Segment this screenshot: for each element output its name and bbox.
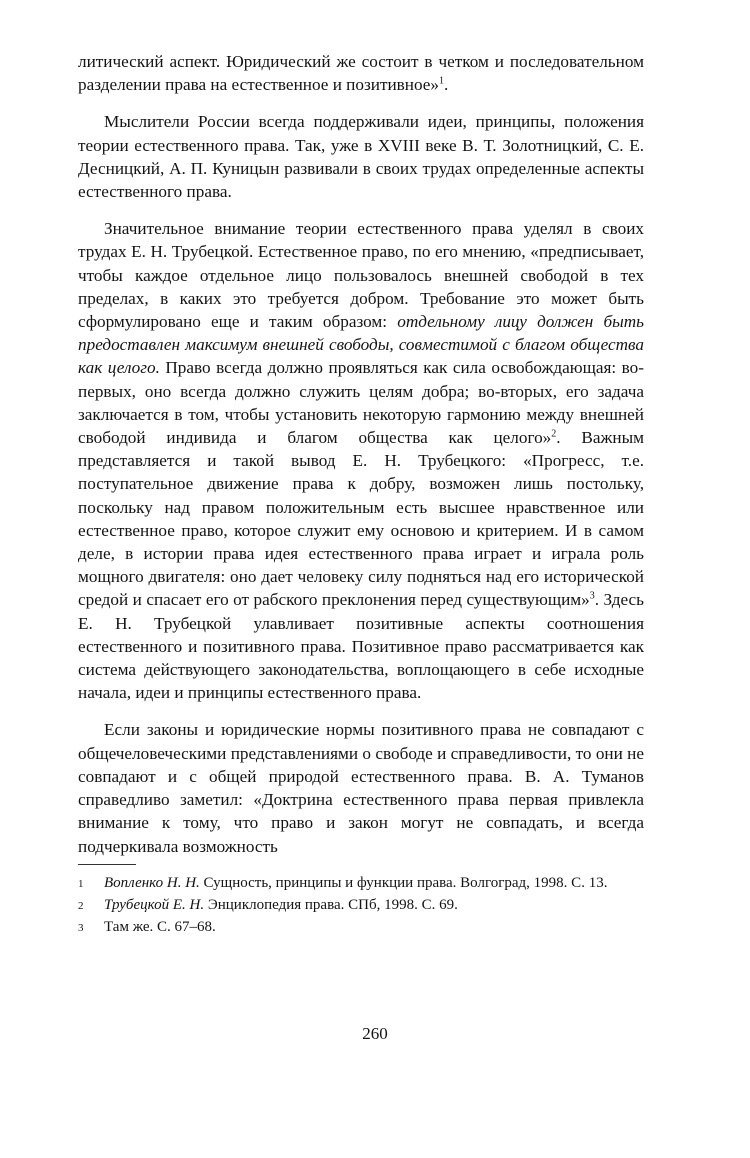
paragraph-gap: [78, 96, 644, 110]
text-run: литический аспект. Юридический же состоит в четком и последовательном разделении права на естественное и позитивное»: [78, 52, 644, 95]
text-run: Право всегда должно проявляться как сила освобождающая: во-первых, оно всегда должно служить целям добра; во-вторых, его задача заключается в том, чтобы установить некоторую гармонию между внешней свободой индивида и благом общества как целого»: [78, 358, 644, 448]
footnote-number: 1: [78, 877, 84, 890]
footnotes: [78, 873, 644, 939]
main-text: [78, 50, 644, 858]
footnote-text: [104, 873, 644, 895]
paragraph: [78, 50, 644, 96]
paragraph: [78, 718, 644, 857]
footnote-number: 3: [78, 921, 84, 934]
footnote-ref: 3: [589, 590, 595, 602]
paragraph-gap: [78, 704, 644, 718]
text-run: Мыслители России всегда поддерживали идеи, принципы, положения теории естественного права. Так, уже в XVIII веке В. Т. Золотницкий, С. Е. Десницкий, А. П. Куницын развивали в своих трудах определенные аспекты естественного права.: [78, 112, 644, 202]
footnote-author: Воnленко Н. Н.: [104, 874, 200, 891]
footnote-citation: Там же. С. 67–68.: [104, 918, 216, 935]
footnote-ref: 1: [439, 75, 445, 87]
footnote-number: 2: [78, 899, 84, 912]
text-run: . Важным представляется и такой вывод Е. Н. Трубецкого: «Прогресс, т.е. поступательное движение права к добру, возможен лишь постольку, поскольку над правом положительным есть высшее нравственное или естественное право, которое служит ему основою и критерием. И в самом деле, в истории права идея естественного права играет и играла роль мощного двигателя: оно дает человеку силу подняться над его исторической средой и спасает его от рабского преклонения перед существующим»: [78, 428, 645, 610]
footnote: [78, 895, 644, 917]
italic-emphasis: отдельному лицу должен быть предоставлен максимум внешней свободы, совместимой с благом общества как целого.: [78, 312, 644, 378]
footnote-text: [104, 917, 644, 939]
footnote-citation: Энциклопедия права. СПб, 1998. С. 69.: [204, 896, 458, 913]
page-body: [78, 50, 644, 939]
footnote-author: Трубецкой Е. Н.: [104, 896, 205, 913]
paragraph: [78, 110, 644, 203]
paragraph: [78, 217, 644, 704]
text-run: Значительное внимание теории естественного права уделял в своих трудах Е. Н. Трубецкой. Естественное право, по его мнению, «предписывает, чтобы каждое отдельное лицо пользовалось внешней свободой в тех пределах, в каких это требуется добром. Требование это может быть сформулировано еще и таким образом:: [78, 219, 644, 332]
footnote-citation: Сущность, принципы и функции права. Волгоград, 1998. С. 13.: [199, 874, 608, 891]
text-run: Если законы и юридические нормы позитивного права не совпадают с общечеловеческими представлениями о свободе и справедливости, то они не совпадают и с общей природой естественного права. В. А. Туманов справедливо заметил: «Доктрина естественного права первая привлекла внимание к тому, что право и закон могут не совпадать, и всегда подчеркивала возможность: [78, 720, 644, 856]
page-number: 260: [362, 1024, 388, 1043]
footnote-ref: 2: [551, 428, 557, 440]
footnote-text: [104, 895, 644, 917]
text-run: .: [444, 75, 449, 95]
footnote: [78, 917, 644, 939]
paragraph-gap: [78, 203, 644, 217]
footnote-divider: [78, 864, 136, 865]
text-run: . Здесь Е. Н. Трубецкой улавливает позитивные аспекты соотношения естественного и позитивного права. Позитивное право рассматривается как система действующего законодательства, воплощающего в себе исходные начала, идеи и принципы естественного права.: [78, 590, 645, 703]
footnote: [78, 873, 644, 895]
